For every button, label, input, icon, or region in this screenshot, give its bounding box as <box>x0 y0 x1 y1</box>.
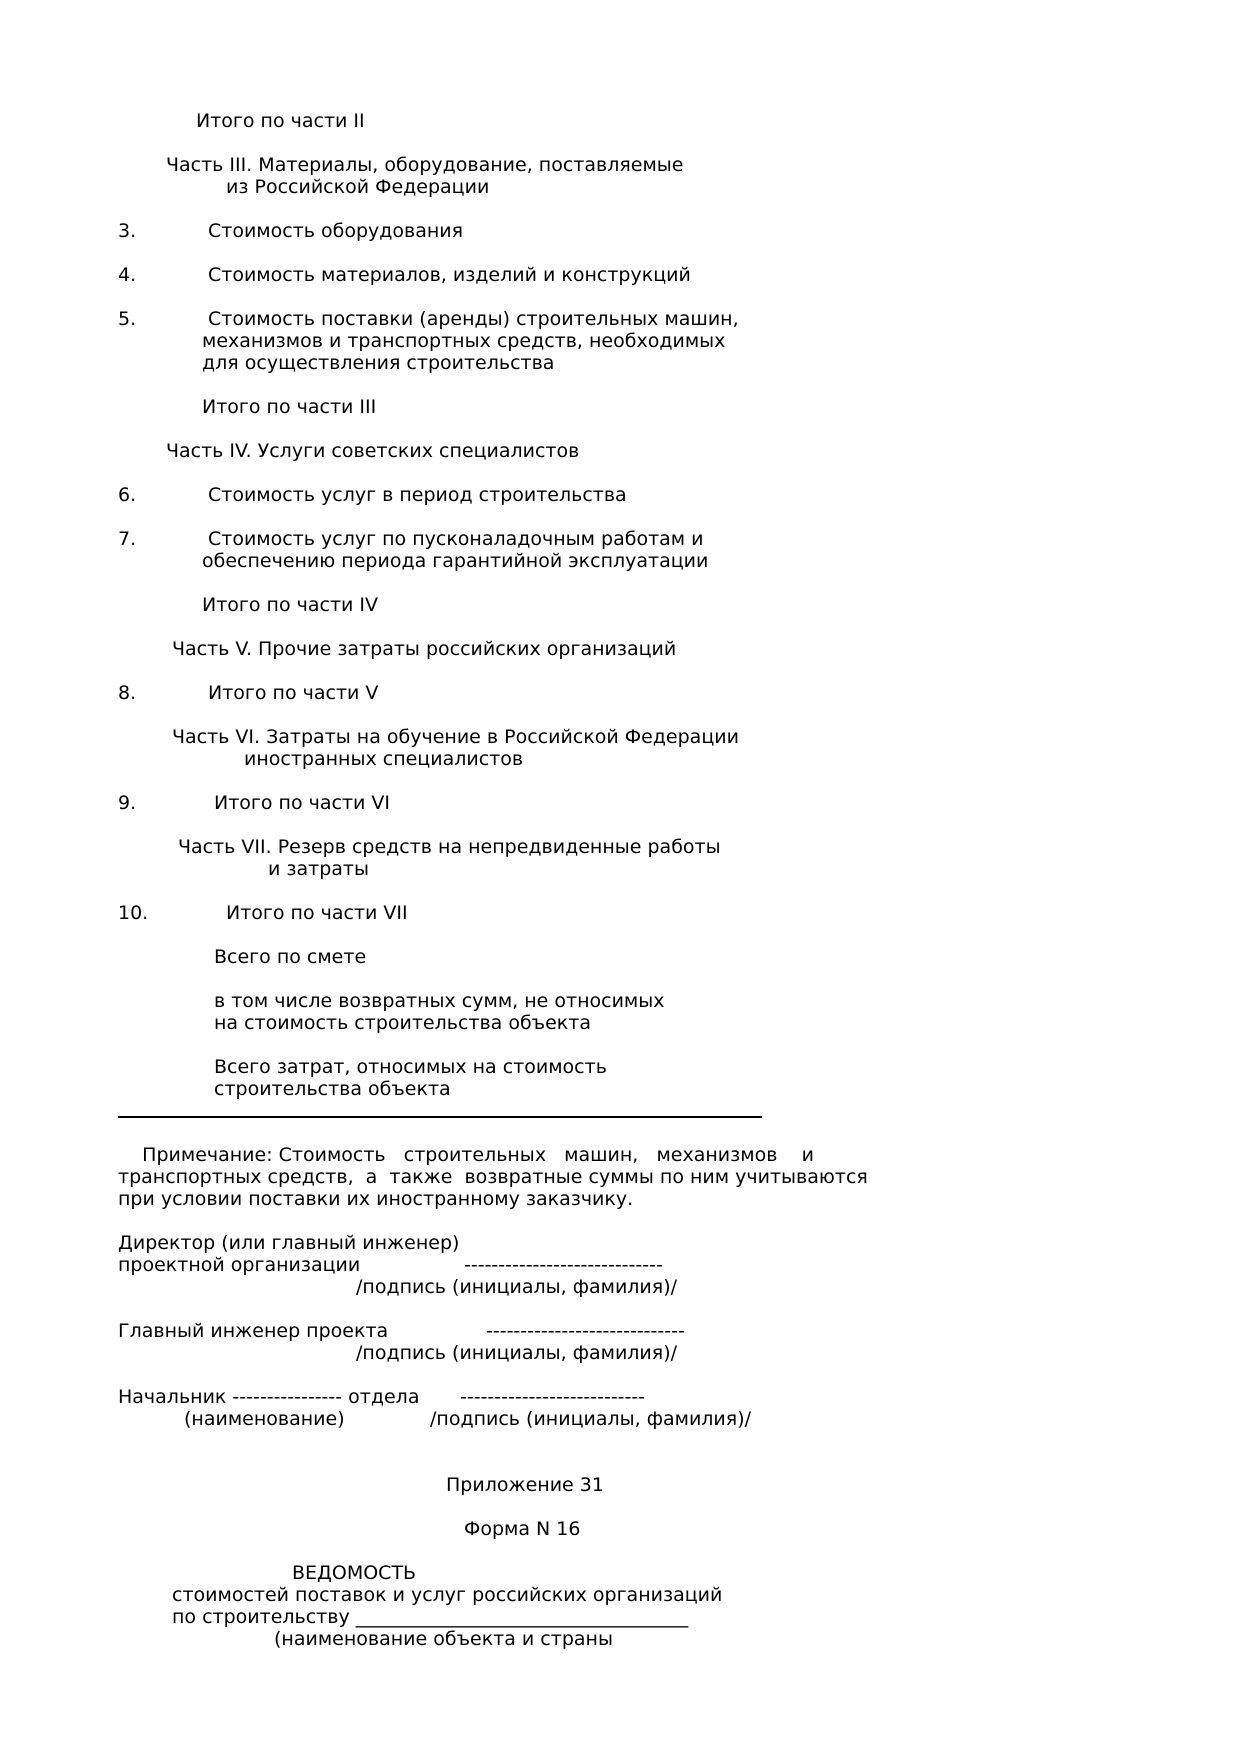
section-heading-part-7: Часть VII. Резерв средств на непредвиденные работы <box>178 836 721 858</box>
item-5-text-cont: механизмов и транспортных средств, необходимых <box>202 330 726 352</box>
subtotal-part-4: Итого по части IV <box>202 594 379 616</box>
total-costs-cont: строительства объекта <box>214 1078 451 1100</box>
subtotal-part-2: Итого по части II <box>196 110 365 132</box>
chief-engineer-signature-line: ----------------------------- <box>486 1320 685 1342</box>
returnable-sums-cont: на стоимость строительства объекта <box>214 1012 591 1034</box>
item-number-6: 6. <box>118 484 137 506</box>
item-number-8: 8. <box>118 682 137 704</box>
section-heading-part-3: Часть III. Материалы, оборудование, поставляемые <box>166 154 684 176</box>
section-heading-part-6-cont: иностранных специалистов <box>244 748 524 770</box>
subtotal-part-6: Итого по части VI <box>214 792 391 814</box>
subtotal-part-3: Итого по части III <box>202 396 377 418</box>
appendix-title: Приложение 31 <box>446 1474 604 1496</box>
statement-subtitle: стоимостей поставок и услуг российских организаций <box>172 1584 723 1606</box>
total-costs: Всего затрат, относимых на стоимость <box>214 1056 607 1078</box>
item-number-4: 4. <box>118 264 137 286</box>
department-head-label: Начальник ---------------- отдела <box>118 1386 420 1408</box>
note-line-1: Примечание: Стоимость строительных машин, механизмов и <box>118 1144 814 1166</box>
horizontal-rule <box>118 1116 762 1118</box>
director-signature-caption: /подпись (инициалы, фамилия)/ <box>356 1276 678 1298</box>
item-5-text: Стоимость поставки (аренды) строительных машин, <box>208 308 739 330</box>
design-org-label: проектной организации <box>118 1254 361 1276</box>
section-heading-part-6: Часть VI. Затраты на обучение в Российской Федерации <box>172 726 739 748</box>
item-3-text: Стоимость оборудования <box>208 220 464 242</box>
note-line-3: при условии поставки их иностранному заказчику. <box>118 1188 634 1210</box>
section-heading-part-4: Часть IV. Услуги советских специалистов <box>166 440 580 462</box>
subtotal-part-7: Итого по части VII <box>226 902 408 924</box>
item-number-7: 7. <box>118 528 137 550</box>
note-line-2: транспортных средств, а также возвратные суммы по ним учитываются <box>118 1166 868 1188</box>
item-7-text-cont: обеспечению периода гарантийной эксплуатации <box>202 550 709 572</box>
director-signature-line: ----------------------------- <box>464 1254 663 1276</box>
department-head-signature-caption: /подпись (инициалы, фамилия)/ <box>430 1408 752 1430</box>
section-heading-part-5: Часть V. Прочие затраты российских организаций <box>172 638 677 660</box>
item-number-3: 3. <box>118 220 137 242</box>
item-number-5: 5. <box>118 308 137 330</box>
statement-construction-line: по строительству ___________________________________ <box>172 1606 689 1628</box>
item-4-text: Стоимость материалов, изделий и конструкций <box>208 264 691 286</box>
item-7-text: Стоимость услуг по пусконаладочным работам и <box>208 528 704 550</box>
chief-engineer-label: Главный инженер проекта <box>118 1320 389 1342</box>
form-number: Форма N 16 <box>464 1518 581 1540</box>
returnable-sums: в том числе возвратных сумм, не относимых <box>214 990 665 1012</box>
section-heading-part-3-cont: из Российской Федерации <box>226 176 490 198</box>
chief-engineer-signature-caption: /подпись (инициалы, фамилия)/ <box>356 1342 678 1364</box>
section-heading-part-7-cont: и затраты <box>268 858 369 880</box>
department-head-signature-line: --------------------------- <box>460 1386 646 1408</box>
statement-object-caption: (наименование объекта и страны <box>274 1628 613 1650</box>
item-number-9: 9. <box>118 792 137 814</box>
director-label: Директор (или главный инженер) <box>118 1232 460 1254</box>
item-number-10: 10. <box>118 902 149 924</box>
item-5-text-cont2: для осуществления строительства <box>202 352 555 374</box>
statement-title: ВЕДОМОСТЬ <box>292 1562 417 1584</box>
subtotal-part-5: Итого по части V <box>208 682 379 704</box>
total-estimate: Всего по смете <box>214 946 367 968</box>
department-name-caption: (наименование) <box>184 1408 345 1430</box>
item-6-text: Стоимость услуг в период строительства <box>208 484 627 506</box>
